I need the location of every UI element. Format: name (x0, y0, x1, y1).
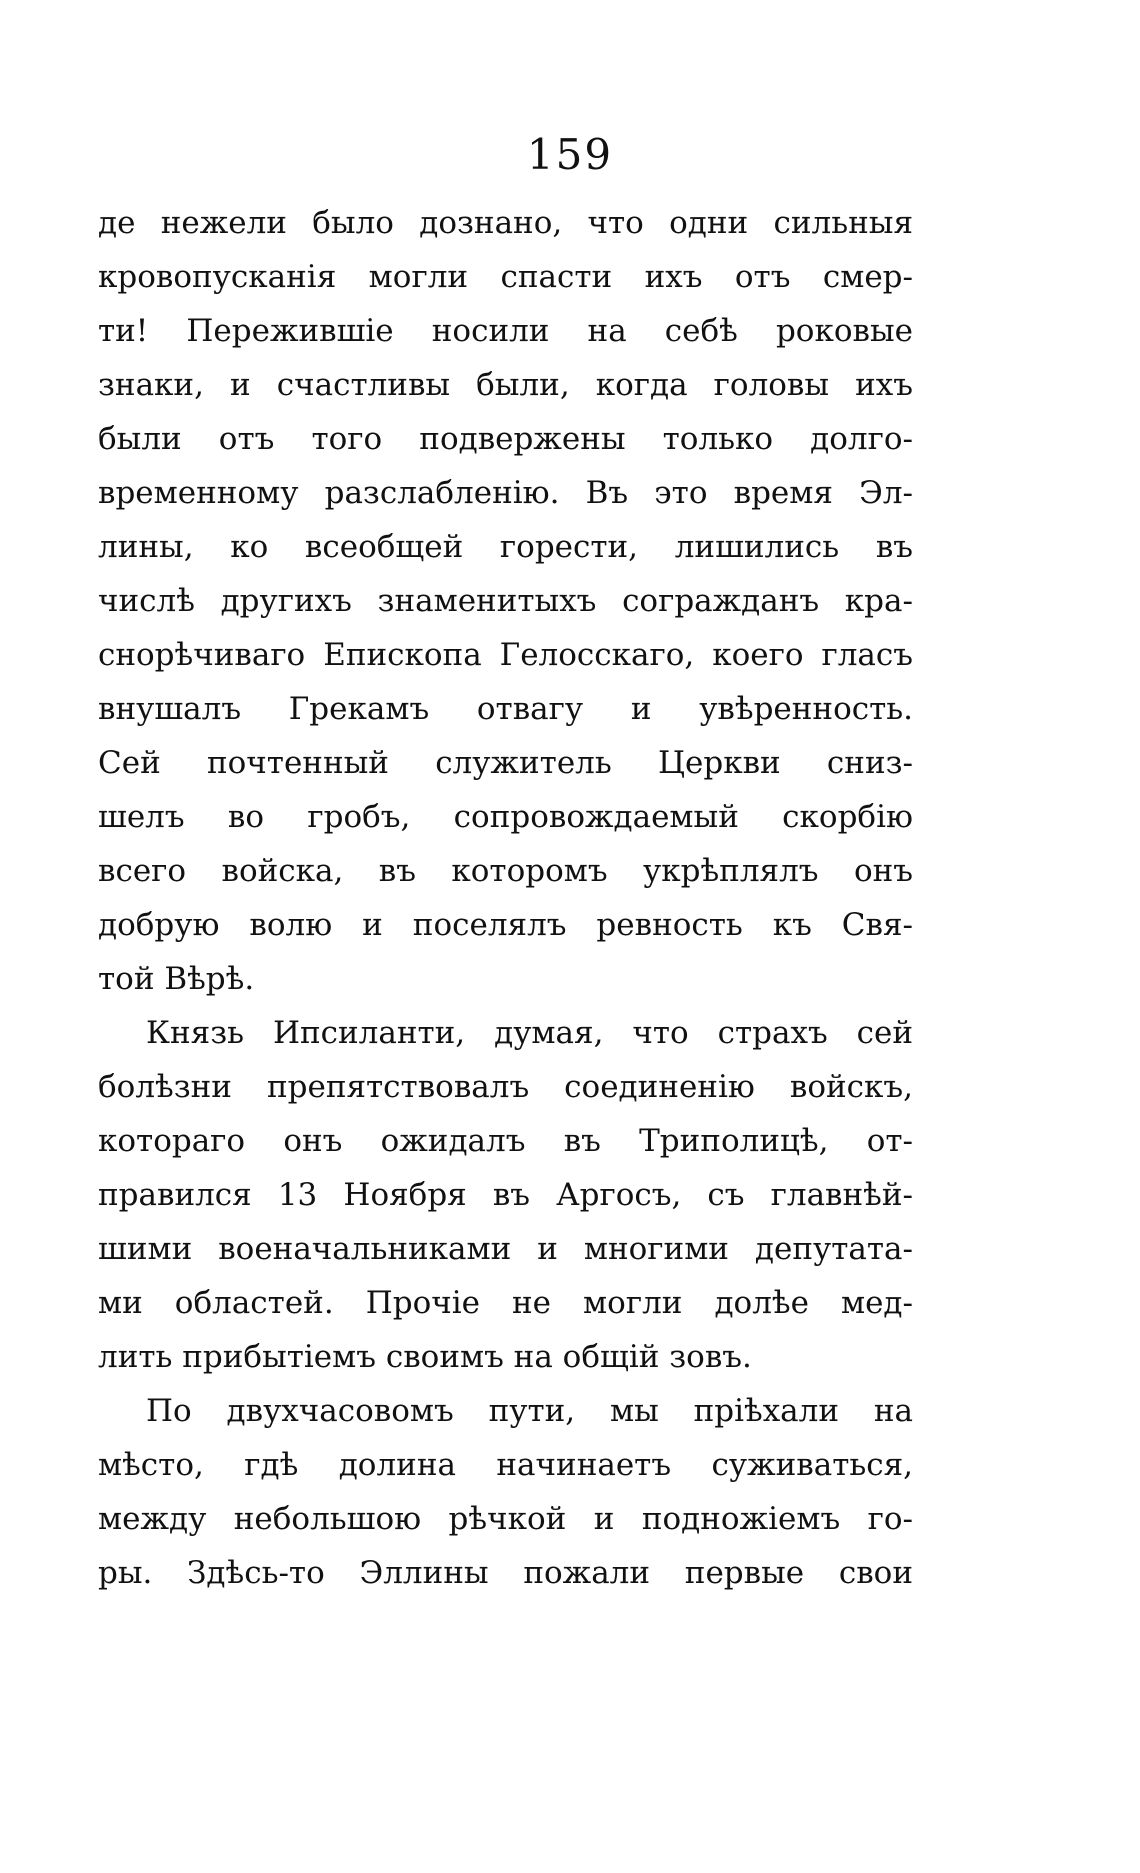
text-line: де нежели было дознано, что одни сильныя (98, 205, 913, 241)
text-line: временному разслабленію. Въ это время Эл- (98, 475, 913, 511)
text-line: ми областей. Прочіе не могли долѣе мед- (98, 1285, 913, 1321)
text-line: всего войска, въ которомъ укрѣплялъ онъ (98, 853, 913, 889)
text-line: шелъ во гробъ, сопровождаемый скорбію (98, 799, 913, 835)
text-line: мѣсто, гдѣ долина начинаетъ суживаться, (98, 1447, 913, 1483)
text-line: снорѣчиваго Епископа Гелосскаго, коего гласъ (98, 637, 913, 673)
text-line: котораго онъ ожидалъ въ Триполицѣ, от- (98, 1123, 913, 1159)
text-line: лины, ко всеобщей горести, лишились въ (98, 529, 913, 565)
page-number: 159 (526, 130, 614, 179)
text-line: знаки, и счастливы были, когда головы ихъ (98, 367, 913, 403)
text-line: лить прибытіемъ своимъ на общій зовъ. (98, 1339, 752, 1375)
text-line: внушалъ Грекамъ отвагу и увѣренность. (98, 691, 913, 727)
text-line: правился 13 Ноября въ Аргосъ, съ главнѣй- (98, 1177, 913, 1213)
text-line: Князь Ипсиланти, думая, что страхъ сей (146, 1015, 913, 1051)
text-line: добрую волю и поселялъ ревность къ Свя- (98, 907, 913, 943)
text-line: той Вѣрѣ. (98, 961, 255, 997)
text-line: шими военачальниками и многими депутата- (98, 1231, 913, 1267)
page-text (98, 196, 913, 1600)
text-line: числѣ другихъ знаменитыхъ согражданъ кра- (98, 583, 913, 619)
text-line: ры. Здѣсь-то Эллины пожали первые свои (98, 1555, 913, 1591)
text-line: ти! Пережившіе носили на себѣ роковые (98, 313, 913, 349)
text-line: были отъ того подвержены только долго- (98, 421, 913, 457)
text-line: кровопусканія могли спасти ихъ отъ смер- (98, 259, 913, 295)
text-line: между небольшою рѣчкой и подножіемъ го- (98, 1501, 913, 1537)
text-line: По двухчасовомъ пути, мы пріѣхали на (146, 1393, 913, 1429)
text-line: Сей почтенный служитель Церкви сниз- (98, 745, 913, 781)
text-line: болѣзни препятствовалъ соединенію войскъ, (98, 1069, 913, 1105)
